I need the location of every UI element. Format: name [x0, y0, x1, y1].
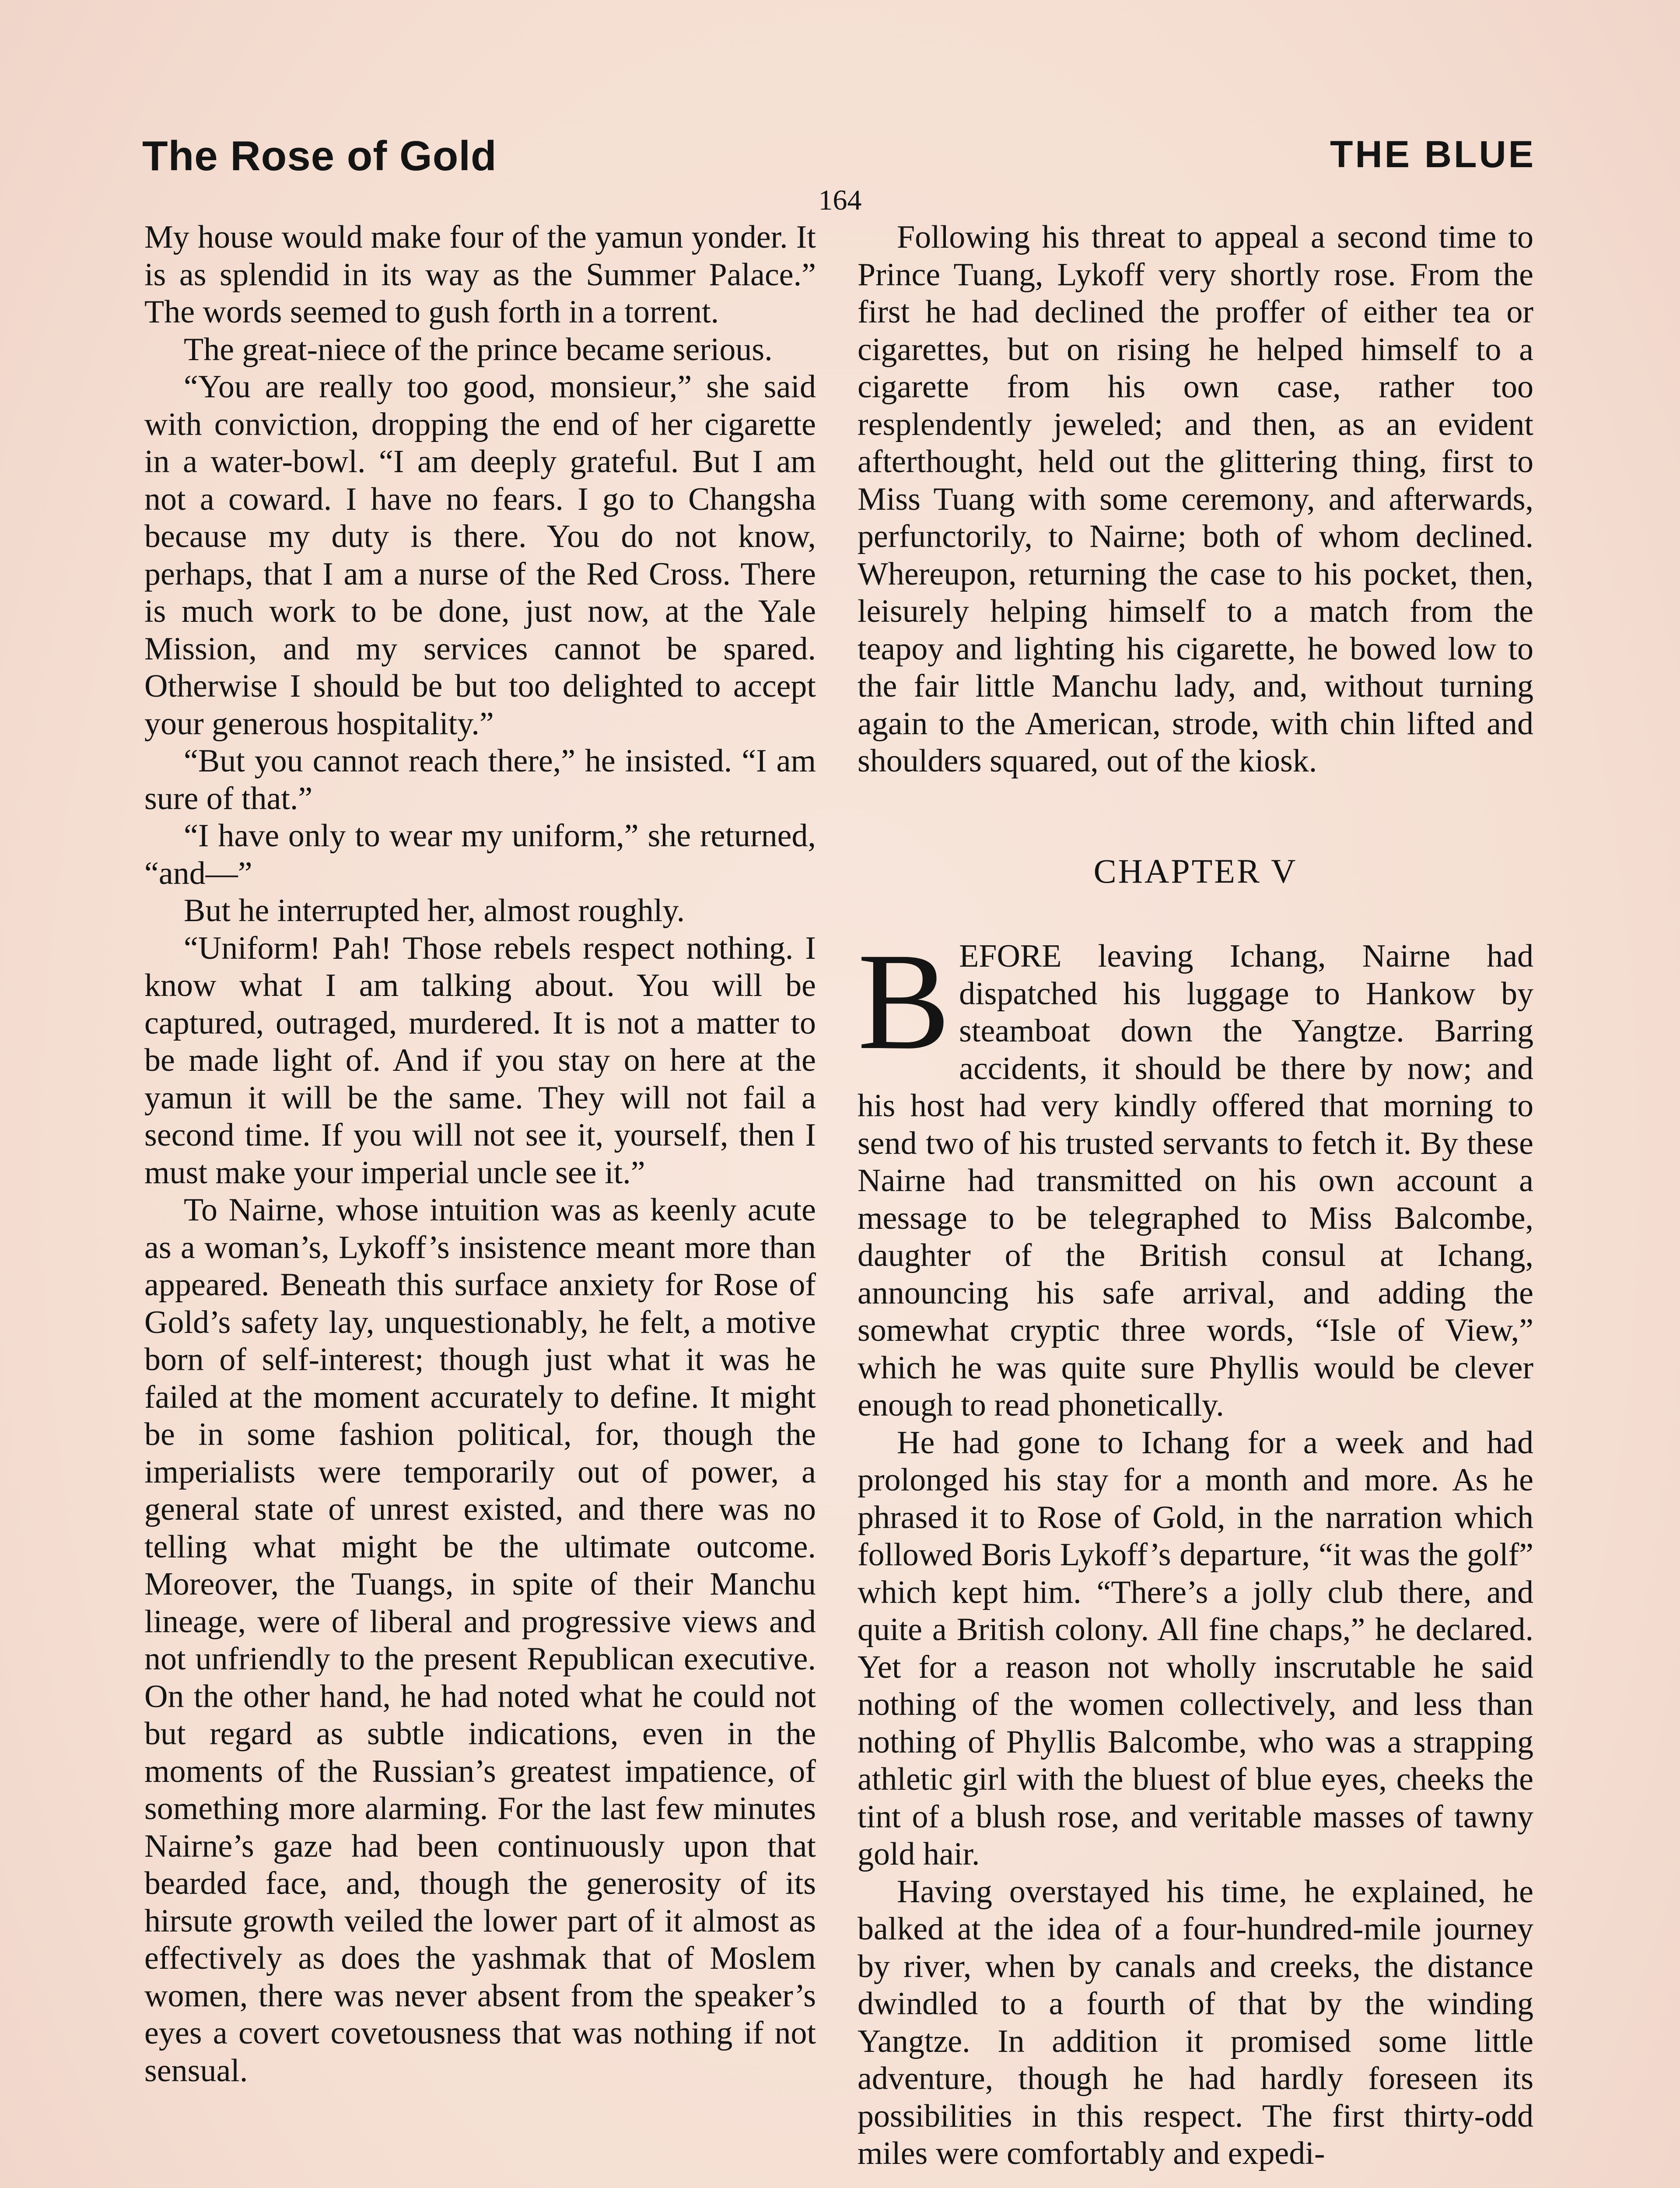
drop-cap: B	[858, 924, 951, 1078]
paragraph: But he interrupted her, almost roughly.	[184, 893, 685, 929]
chapter-opening-text: EFORE leaving Ichang, Nairne had dispatched his luggage to Hankow by steamboat down the Yangtze. Barring accidents, it should be there by now; and his host had very kindly offered that morning to send two of his trusted servants to fetch it. By these Nairne had transmitted on his own account a message to be telegraphed to Miss Balcombe, daughter of the British consul at Ichang, announcing his safe arrival, and adding the somewhat cryptic three words, “Isle of View,” which he was quite sure Phyllis would be clever enough to read phonetically.	[858, 938, 1533, 1423]
paragraph: Having overstayed his time, he explained, he balked at the idea of a four-hundred-mile journey by river, when by canals and creeks, the distance dwindled to a fourth of that by the winding Yangtze. In addition it promised some little adventure, though he had hardly foreseen its possibilities in this respect. The first thirty-odd miles were comfortably and expedi-	[858, 1873, 1533, 2171]
paragraph: “You are really too good, monsieur,” she said with conviction, dropping the end of her cigarette in a water-bowl. “I am deeply grateful. But I am not a coward. I have no fears. I go to Changsha because my duty is there. You do not know, perhaps, that I am a nurse of the Red Cross. There is much work to be done, just now, at the Yale Mission, and my services cannot be spared. Otherwise I should be but too delighted to accept your generous hospitality.”	[144, 369, 816, 742]
paragraph: “Uniform! Pah! Those rebels respect nothing. I know what I am talking about. You will be captured, outraged, murdered. It is not a matter to be made light of. And if you stay on here at the yamun it will be the same. They will not fail a second time. If you will not see it, yourself, then I must make your imperial uncle see it.”	[144, 930, 816, 1191]
paragraph: The great-niece of the prince became serious.	[184, 331, 773, 368]
paragraph: He had gone to Ichang for a week and had prolonged his stay for a month and more. As he phrased it to Rose of Gold, in the narration which followed Boris Lykoff’s departure, “it was the golf” which kept him. “There’s a jolly club there, and quite a British colony. All fine chaps,” he declared. Yet for a reason not wholly inscrutable he said nothing of the women collectively, and less than nothing of Phyllis Balcombe, who was a strapping athletic girl with the bluest of blue eyes, cheeks the tint of a blush rose, and veritable masses of tawny gold hair.	[858, 1424, 1533, 1872]
page-header	[142, 128, 1536, 185]
paragraph: My house would make four of the yamun yonder. It is as splendid in its way as the Summer Palace.” The words seemed to gush forth in a torrent.	[144, 219, 816, 330]
running-title-left: The Rose of Gold	[142, 133, 497, 179]
left-column	[144, 219, 816, 2090]
running-title-right: THE BLUE	[1330, 133, 1536, 175]
paragraph: “I have only to wear my uniform,” she returned, “and—”	[144, 818, 816, 891]
paragraph: Following his threat to appeal a second time to Prince Tuang, Lykoff very shortly rose. From the first he had declined the proffer of either tea or cigarettes, but on rising he helped himself to a cigarette from his own case, rather too resplendently jeweled; and then, as an evident afterthought, held out the glittering thing, first to Miss Tuang with some ceremony, and afterwards, perfunctorily, to Nairne; both of whom declined. Whereupon, returning the case to his pocket, then, leisurely helping himself to a match from the teapoy and lighting his cigarette, he bowed low to the fair little Manchu lady, and, without turning again to the American, strode, with chin lifted and shoulders squared, out of the kiosk.	[858, 219, 1533, 779]
paragraph: “But you cannot reach there,” he insisted. “I am sure of that.”	[144, 743, 816, 817]
paragraph: To Nairne, whose intuition was as keenly acute as a woman’s, Lykoff’s insistence meant more than appeared. Beneath this surface anxiety for Rose of Gold’s safety lay, unquestionably, he felt, a motive born of self-interest; though just what it was he failed at the moment accurately to define. It might be in some fashion political, for, though the imperialists were temporarily out of power, a general state of unrest existed, and there was no telling what might be the ultimate outcome. Moreover, the Tuangs, in spite of their Manchu lineage, were of liberal and progressive views and not unfriendly to the present Republican executive. On the other hand, he had noted what he could not but regard as subtle indications, even in the moments of the Russian’s greatest impatience, of something more alarming. For the last few minutes Nairne’s gaze had been continuously upon that bearded face, and, though the generosity of its hirsute growth veiled the lower part of it almost as effectively as does the yashmak that of Moslem women, there was never absent from the speaker’s eyes a covert covetousness that was nothing if not sensual.	[144, 1192, 816, 2089]
chapter-opening-paragraph	[858, 924, 1533, 1424]
chapter-heading: CHAPTER V	[1093, 852, 1298, 890]
right-column	[858, 219, 1533, 2173]
page-number: 164	[818, 184, 862, 216]
